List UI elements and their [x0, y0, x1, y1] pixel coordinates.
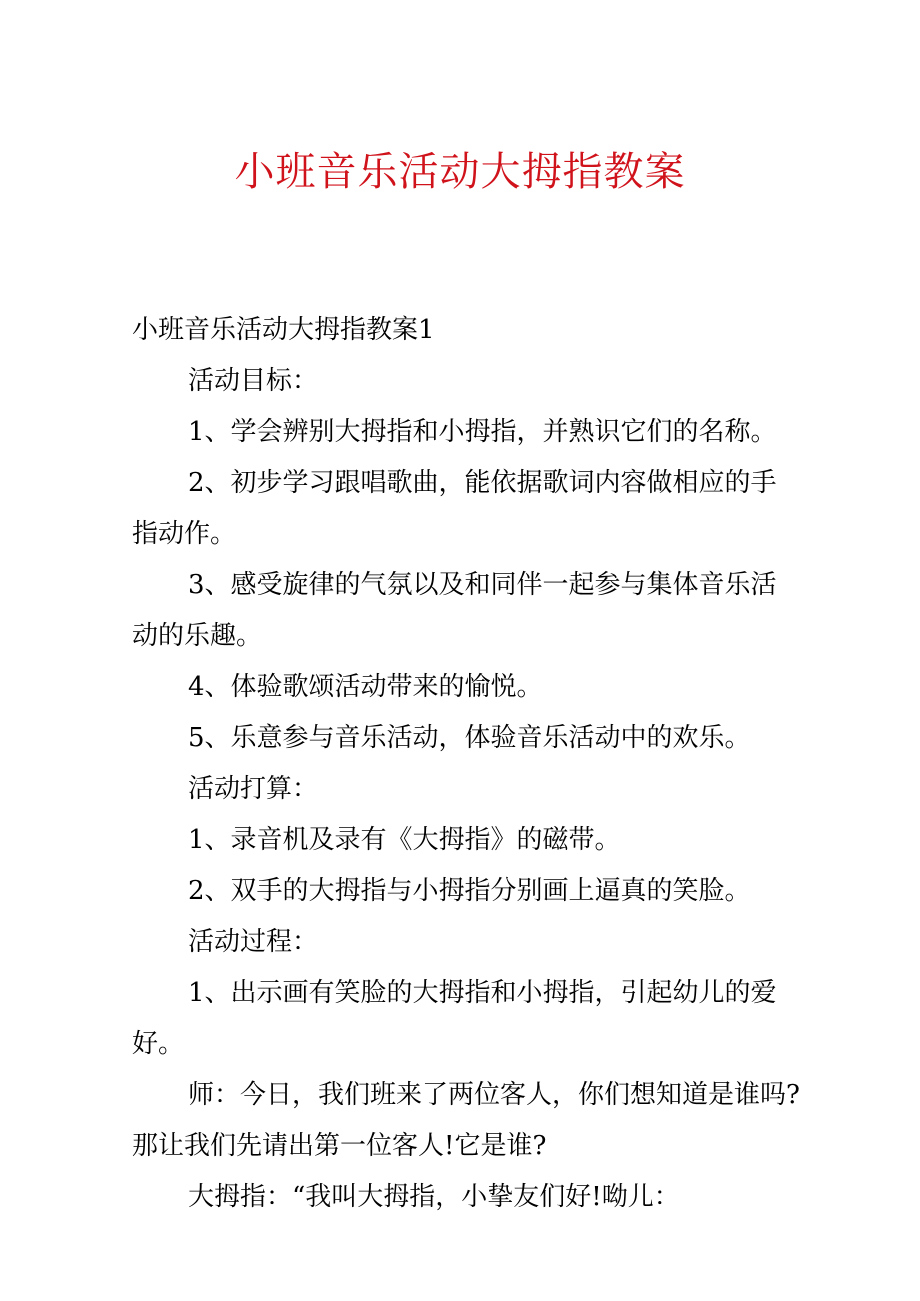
paragraph: 2、初步学习跟唱歌曲，能依据歌词内容做相应的手指动作。 — [132, 468, 777, 549]
paragraph: 大拇指：“我叫大拇指，小挚友们好!呦儿： — [188, 1182, 680, 1212]
document-title: 小班音乐活动大拇指教案 — [234, 149, 686, 195]
paragraph: 5、乐意参与音乐活动，体验音乐活动中的欢乐。 — [188, 723, 751, 753]
paragraph: 活动过程： — [188, 927, 319, 957]
paragraph: 1、学会辨别大拇指和小拇指，并熟识它们的名称。 — [188, 417, 777, 447]
section-heading: 小班音乐活动大拇指教案1 — [132, 315, 435, 345]
paragraph: 1、出示画有笑脸的大拇指和小拇指，引起幼儿的爱好。 — [132, 978, 777, 1059]
paragraph: 3、感受旋律的气氛以及和同伴一起参与集体音乐活动的乐趣。 — [132, 570, 777, 651]
document-body — [132, 305, 800, 1223]
paragraph: 活动目标： — [188, 366, 319, 396]
paragraph: 活动打算： — [188, 774, 319, 804]
paragraph: 师：今日，我们班来了两位客人，你们想知道是谁吗?那让我们先请出第一位客人!它是谁? — [132, 1080, 800, 1161]
paragraph: 1、录音机及录有《大拇指》的磁带。 — [188, 825, 621, 855]
paragraph: 2、双手的大拇指与小拇指分别画上逼真的笑脸。 — [188, 876, 751, 906]
paragraph: 4、体验歌颂活动带来的愉悦。 — [188, 672, 543, 702]
